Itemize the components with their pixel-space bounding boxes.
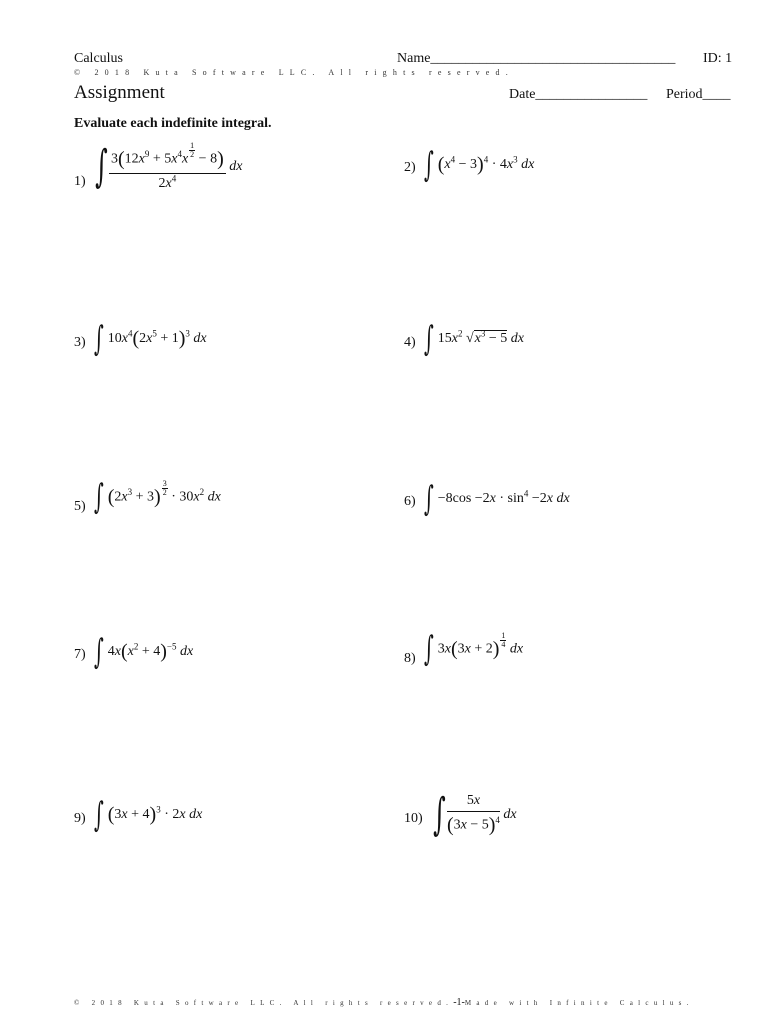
problem-3-expression: ∫ $10x^4(2x^5 + 1)^3$ dx — [93, 319, 207, 359]
problem-1-expression: ∫ $3(12x^9 + 5x^4x$ $\frac{1}{2}$ − 8) $2x^4$ dx — [95, 140, 243, 192]
course-name: Calculus — [74, 51, 123, 66]
period-field-label: Period____ — [666, 87, 731, 102]
id-label: ID: 1 — [703, 51, 733, 66]
problem-number: 1) — [74, 174, 86, 189]
copyright-notice: © 2018 Kuta Software LLC. All rights reserved. — [74, 68, 514, 77]
problem-number: 2) — [404, 160, 416, 175]
problem-number: 4) — [404, 335, 416, 350]
problem-7-expression: ∫ $4x(x^2 + 4)^{-5}$ dx — [93, 632, 194, 672]
name-field-label: Name___________________________________ — [397, 51, 676, 66]
page-number: -1- — [453, 997, 465, 1008]
problem-number: 9) — [74, 811, 86, 826]
instructions: Evaluate each indefinite integral. — [74, 116, 272, 131]
date-field-label: Date________________ — [509, 87, 648, 102]
problem-5-expression: ∫ $(2x^3 + 3)$ $\frac{3}{2}$ · $30x^2$ dx — [93, 477, 221, 518]
page-title: Assignment — [74, 82, 165, 103]
problem-number: 3) — [74, 335, 86, 350]
problem-6-expression: ∫ $-8\cos -2x \cdot \sin^4 -2x$ dx — [423, 479, 570, 519]
footer-copyright: © 2018 Kuta Software LLC. All rights reserved. — [74, 999, 454, 1007]
problem-8-expression: ∫ 3x(3x + 2) $\frac{1}{4}$ dx — [423, 629, 524, 670]
problem-number: 10) — [404, 811, 423, 826]
problem-number: 7) — [74, 647, 86, 662]
problem-number: 5) — [74, 499, 86, 514]
problem-2-expression: ∫ $(x^4 - 3)^4 \cdot 4x^3$ dx — [423, 145, 535, 185]
footer — [74, 997, 694, 1008]
problem-9-expression: ∫ $(3x + 4)^3 \cdot 2x$ dx — [93, 795, 203, 835]
problem-number: 8) — [404, 651, 416, 666]
problem-10-expression: ∫ $\frac{5x}{(3x - 5)^4}$ dx — [433, 789, 517, 840]
problem-number: 6) — [404, 494, 416, 509]
problem-4-expression: ∫ $15x^2$ $√x^3 - 5$ dx — [423, 319, 524, 359]
footer-made-with: Made with Infinite Calculus. — [464, 999, 694, 1007]
